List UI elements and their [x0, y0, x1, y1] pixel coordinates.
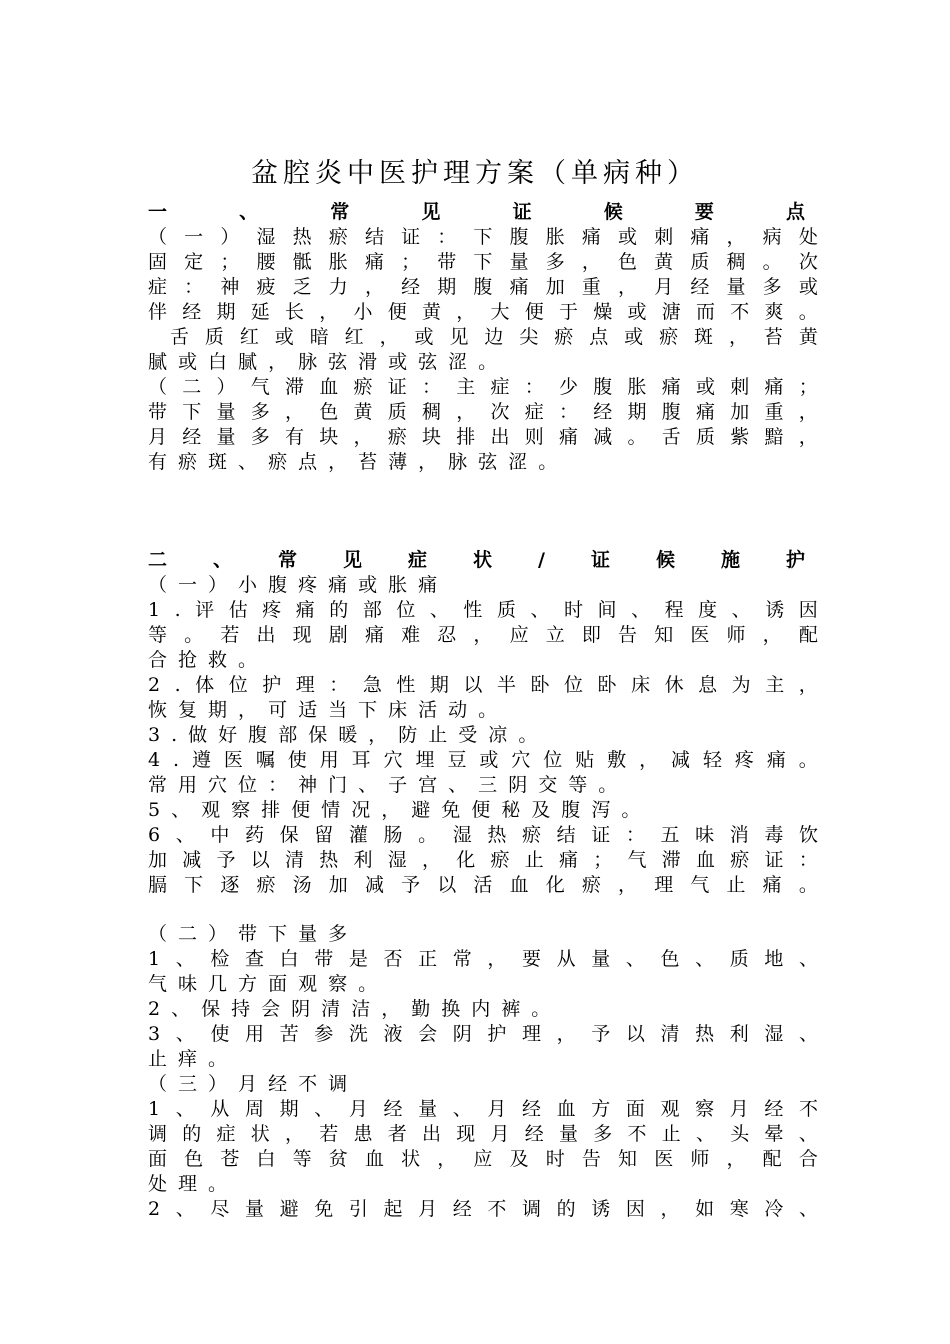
text-line: 1 、 检 查 白 带 是 否 正 常 ， 要 从 量 、 色 、 质 地 、	[148, 948, 818, 970]
text-line: （ 二 ） 气 滞 血 瘀 证 ： 主 症 ： 少 腹 胀 痛 或 刺 痛 ；	[148, 376, 818, 398]
text-line: 6 、 中 药 保 留 灌 肠 。 湿 热 瘀 结 证 ： 五 味 消 毒 饮	[148, 824, 818, 846]
text-line: 5 、 观 察 排 便 情 况 ， 避 免 便 秘 及 腹 泻 。	[148, 799, 641, 821]
text-line: 3 、 使 用 苦 参 洗 液 会 阴 护 理 ， 予 以 清 热 利 湿 、	[148, 1023, 818, 1045]
text-line: 固 定 ； 腰 骶 胀 痛 ； 带 下 量 多 ， 色 黄 质 稠 。 次	[148, 251, 818, 273]
text-line: 腻 或 白 腻 ， 脉 弦 滑 或 弦 涩 。	[148, 351, 498, 373]
text-line: 合 抢 救 。	[148, 649, 258, 671]
text-line: 面 色 苍 白 等 贫 血 状 ， 应 及 时 告 知 医 师 ， 配 合	[148, 1148, 818, 1170]
text-line: 3 . 做 好 腹 部 保 暖 ， 防 止 受 凉 。	[148, 724, 538, 746]
text-line: 症 ： 神 疲 乏 力 ， 经 期 腹 痛 加 重 ， 月 经 量 多 或	[148, 276, 818, 298]
text-line: 2 . 体 位 护 理 ： 急 性 期 以 半 卧 位 卧 床 休 息 为 主 ，	[148, 674, 818, 696]
text-line: （ 二 ） 带 下 量 多	[148, 923, 348, 945]
text-line: 4 . 遵 医 嘱 使 用 耳 穴 埋 豆 或 穴 位 贴 敷 ， 减 轻 疼 痛 。	[148, 749, 818, 771]
text-line: （ 一 ） 湿 热 瘀 结 证 ： 下 腹 胀 痛 或 刺 痛 ， 病 处	[148, 226, 818, 248]
section-heading: 一 、 常 见 证 候 要 点	[148, 201, 805, 223]
text-line: 有 瘀 斑 、 瘀 点 ， 苔 薄 ， 脉 弦 涩 。	[148, 451, 558, 473]
text-line: 舌 质 红 或 暗 红 ， 或 见 边 尖 瘀 点 或 瘀 斑 ， 苔 黄	[169, 326, 818, 348]
text-line: 处 理 。	[148, 1173, 228, 1195]
document-title: 盆腔炎中医护理方案（单病种）	[251, 158, 699, 189]
text-line: 恢 复 期 ， 可 适 当 下 床 活 动 。	[148, 699, 498, 721]
text-line: （ 三 ） 月 经 不 调	[148, 1073, 348, 1095]
text-line: 加 减 予 以 清 热 利 湿 ， 化 瘀 止 痛 ； 气 滞 血 瘀 证 ：	[148, 849, 818, 871]
text-line: （ 一 ） 小 腹 疼 痛 或 胀 痛	[148, 574, 438, 596]
text-line: 常 用 穴 位 ： 神 门 、 子 宫 、 三 阴 交 等 。	[148, 774, 618, 796]
text-line: 气 味 几 方 面 观 察 。	[148, 973, 378, 995]
text-line: 1 . 评 估 疼 痛 的 部 位 、 性 质 、 时 间 、 程 度 、 诱 因	[148, 599, 818, 621]
text-line: 2 、 保 持 会 阴 清 洁 ， 勤 换 内 裤 。	[148, 998, 551, 1020]
text-line: 月 经 量 多 有 块 ， 瘀 块 排 出 则 痛 减 。 舌 质 紫 黯 ，	[148, 426, 818, 448]
text-line: 膈 下 逐 瘀 汤 加 减 予 以 活 血 化 瘀 ， 理 气 止 痛 。	[148, 874, 818, 896]
text-line: 伴 经 期 延 长 ， 小 便 黄 ， 大 便 于 燥 或 溏 而 不 爽 。	[148, 301, 818, 323]
text-line: 止 痒 。	[148, 1048, 228, 1070]
text-line: 等 。 若 出 现 剧 痛 难 忍 ， 应 立 即 告 知 医 师 ， 配	[148, 624, 818, 646]
text-line: 带 下 量 多 ， 色 黄 质 稠 ， 次 症 ： 经 期 腹 痛 加 重 ，	[148, 401, 818, 423]
text-line: 2 、 尽 量 避 免 引 起 月 经 不 调 的 诱 因 ， 如 寒 冷 、	[148, 1198, 818, 1220]
text-line: 1 、 从 周 期 、 月 经 量 、 月 经 血 方 面 观 察 月 经 不	[148, 1098, 818, 1120]
section-heading: 二 、 常 见 症 状 / 证 候 施 护	[148, 549, 805, 571]
text-line: 调 的 症 状 ， 若 患 者 出 现 月 经 量 多 不 止 、 头 晕 、	[148, 1123, 818, 1145]
